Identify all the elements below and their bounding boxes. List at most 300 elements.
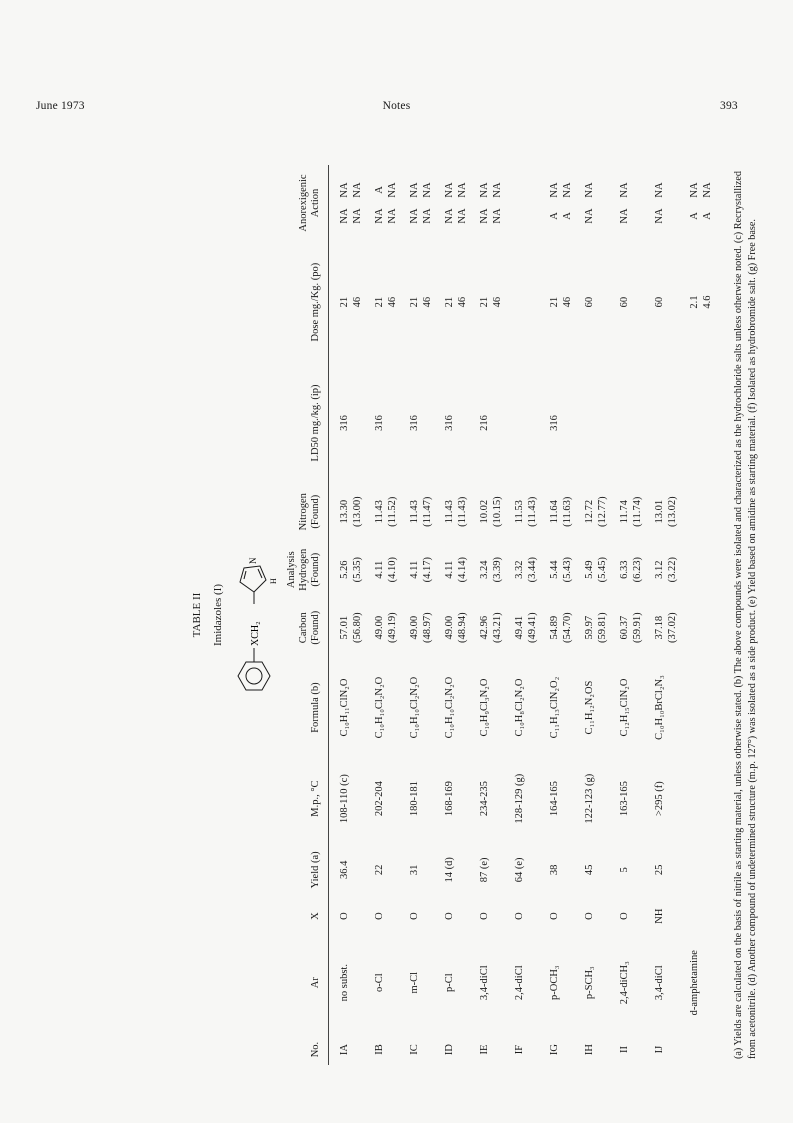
anorexigenic-value: NA: [549, 182, 560, 198]
cell-x: O: [549, 912, 560, 920]
page-number: 393: [720, 100, 738, 112]
anorexigenic-value: NA: [584, 182, 595, 198]
cell-x: O: [339, 912, 350, 920]
cell-nitrogen-line: 13.30: [339, 499, 350, 524]
cell-nitrogen: [399, 483, 434, 541]
cell-no: IG: [549, 1044, 560, 1056]
cell-ld50: [679, 363, 714, 483]
cell-nitrogen-line: (11.43): [527, 496, 538, 527]
cell-carbon: [329, 599, 365, 657]
anorexigenic-value: NA: [444, 182, 455, 198]
cell-carbon: [679, 599, 714, 657]
cell-anorexigenic: [329, 165, 365, 241]
cell-hydrogen: [504, 541, 539, 599]
cell-no: ID: [444, 1044, 455, 1056]
cell-anorexigenic: [644, 165, 679, 241]
cell-anorexigenic: [434, 165, 469, 241]
cell-no: [679, 1034, 714, 1065]
cell-ar: p-Cl: [444, 973, 455, 993]
cell-dose: [434, 241, 469, 363]
cell-carbon-line: (54.70): [562, 612, 573, 644]
cell-nitrogen: [679, 483, 714, 541]
anorexigenic-value: NA: [422, 208, 433, 224]
cell-nitrogen-line: 11.74: [619, 500, 630, 524]
col-mp: M.p., °C: [298, 758, 329, 838]
cell-anorexigenic: [679, 165, 714, 241]
cell-dose: [329, 241, 365, 363]
anorexigenic-line: [408, 168, 421, 238]
cell-nitrogen-line: (12.77): [597, 496, 608, 528]
cell-ar: no subst.: [339, 964, 350, 1002]
cell-hydrogen-line: (4.10): [387, 557, 398, 583]
anorexigenic-value: NA: [457, 208, 468, 224]
cell-no: IH: [584, 1044, 595, 1056]
cell-carbon-line: (43.21): [492, 612, 503, 644]
anorexigenic-line: [666, 168, 679, 238]
cell-dose-line: 2.1: [689, 295, 700, 309]
cell-hydrogen: [679, 541, 714, 599]
cell-yield: 36.4: [339, 860, 350, 880]
anorexigenic-line: [526, 168, 539, 238]
cell-yield: [679, 839, 714, 901]
table-row: [539, 165, 574, 1065]
cell-nitrogen-line: 12.72: [584, 499, 595, 524]
cell-carbon-line: 60.37: [619, 615, 630, 640]
cell-x: O: [409, 912, 420, 920]
cell-carbon: [434, 599, 469, 657]
anorexigenic-value: NA: [479, 182, 490, 198]
cell-hydrogen-line: (6.23): [632, 557, 643, 583]
anorexigenic-line: [491, 168, 504, 238]
cell-yield: 64 (e): [514, 857, 525, 883]
anorexigenic-value: NA: [689, 182, 700, 198]
cell-nitrogen: [644, 483, 679, 541]
cell-formula: C₁₀H₉Cl₃N₂O: [479, 678, 490, 737]
cell-no: IF: [514, 1044, 525, 1055]
cell-hydrogen: [469, 541, 504, 599]
cell-hydrogen-line: (3.44): [527, 557, 538, 583]
cell-hydrogen-line: 4.11: [409, 560, 420, 579]
anorexigenic-value: NA: [409, 208, 420, 224]
cell-nitrogen: [469, 483, 504, 541]
cell-ar: p-SCH₃: [584, 966, 595, 1000]
cell-nitrogen-line: 11.64: [549, 500, 560, 524]
cell-dose-line: 60: [654, 296, 665, 308]
anorexigenic-value: A: [549, 212, 560, 220]
cell-no: IB: [374, 1044, 385, 1055]
cell-mp: 128-129 (g): [514, 773, 525, 824]
table-caption: [190, 165, 226, 1065]
anorexigenic-value: NA: [479, 208, 490, 224]
cell-anorexigenic: [574, 165, 609, 241]
cell-anorexigenic: [504, 165, 539, 241]
cell-dose: [609, 241, 644, 363]
cell-ld50: [504, 363, 539, 483]
structure-n-label: N: [248, 557, 258, 564]
cell-mp: 163-165: [619, 781, 630, 817]
cell-hydrogen-line: 5.44: [549, 560, 560, 579]
anorexigenic-value: NA: [654, 182, 665, 198]
cell-dose-line: 60: [619, 296, 630, 308]
cell-x: O: [479, 912, 490, 920]
col-dose: Dose mg./Kg. (po): [298, 241, 329, 363]
cell-ld50: [609, 363, 644, 483]
cell-ld50: 316: [339, 415, 350, 431]
anorexigenic-line: [701, 168, 714, 238]
cell-yield: 14 (d): [444, 857, 455, 883]
cell-carbon-line: (37.02): [667, 612, 678, 644]
cell-ld50: 316: [374, 415, 385, 431]
anorexigenic-value: NA: [339, 182, 350, 198]
cell-hydrogen-line: 5.26: [339, 560, 350, 579]
cell-anorexigenic: [539, 165, 574, 241]
cell-x: O: [619, 912, 630, 920]
cell-hydrogen-line: (4.14): [457, 557, 468, 583]
anorexigenic-line: [351, 168, 364, 238]
table-subtitle: Imidazoles (I): [212, 584, 224, 646]
col-formula: Formula (b): [298, 657, 329, 759]
anorexigenic-line: [386, 168, 399, 238]
table-title: TABLE II: [191, 592, 203, 638]
anorexigenic-value: NA: [619, 182, 630, 198]
anorexigenic-line: [443, 168, 456, 238]
cell-carbon-line: (49.19): [387, 612, 398, 644]
cell-anorexigenic: [364, 165, 399, 241]
cell-yield: 38: [549, 864, 560, 876]
structure-h-label: H: [269, 578, 278, 584]
cell-nitrogen-line: (13.02): [667, 496, 678, 528]
anorexigenic-line: [688, 168, 701, 238]
cell-carbon: [609, 599, 644, 657]
cell-yield: 25: [654, 864, 665, 876]
anorexigenic-value: NA: [422, 182, 433, 198]
cell-carbon-line: 54.89: [549, 615, 560, 640]
cell-anorexigenic: [399, 165, 434, 241]
cell-nitrogen-line: (10.15): [492, 496, 503, 528]
cell-nitrogen-line: (13.00): [352, 496, 363, 528]
cell-formula: [679, 657, 714, 759]
cell-no: IJ: [654, 1045, 665, 1054]
cell-formula: C₁₀H₁₀Cl₂N₂O: [374, 676, 385, 739]
cell-hydrogen-line: (3.39): [492, 557, 503, 583]
col-hydrogen: Hydrogen (Found): [298, 541, 329, 599]
anorexigenic-value: NA: [444, 208, 455, 224]
col-yield: Yield (a): [298, 839, 329, 901]
cell-nitrogen-line: 11.43: [409, 500, 420, 524]
cell-mp: 180-181: [409, 781, 420, 817]
anorexigenic-value: NA: [492, 208, 503, 224]
table-footnotes: (a) Yields are calculated on the basis of nitrile as starting material, unless otherwise stated. (b) The above compounds were isolated and characterized as the hydrochloride salts unless otherwise noted. (c) Recrystallized from acetonitrile. (d) Another compound of undetermined structure (m.p. 127°) was isolated as a side product. (e) Yield based on amidine as starting material. (f) Isolated as hydrobromide salt. (g) Free base.: [733, 171, 758, 1059]
cell-dose-line: 46: [492, 296, 503, 308]
cell-nitrogen-line: (11.47): [422, 496, 433, 527]
cell-mp: [679, 758, 714, 838]
cell-nitrogen-line: (11.52): [387, 496, 398, 527]
cell-hydrogen-line: (3.22): [667, 557, 678, 583]
cell-ar: 3,4-diCl: [479, 965, 490, 1001]
cell-nitrogen: [504, 483, 539, 541]
cell-anorexigenic: [609, 165, 644, 241]
anorexigenic-value: NA: [562, 182, 573, 198]
cell-dose: [364, 241, 399, 363]
cell-carbon-line: 59.97: [584, 615, 595, 640]
col-nitrogen: Nitrogen (Found): [298, 483, 329, 541]
cell-carbon-line: 49.00: [444, 615, 455, 640]
cell-anorexigenic: [469, 165, 504, 241]
cell-carbon-line: (59.91): [632, 612, 643, 644]
cell-carbon-line: (56.80): [352, 612, 363, 644]
cell-hydrogen: [644, 541, 679, 599]
cell-dose: [679, 241, 714, 363]
cell-dose-line: 46: [352, 296, 363, 308]
cell-dose-line: 4.6: [702, 295, 713, 309]
cell-hydrogen-line: (5.45): [597, 557, 608, 583]
cell-no: IC: [409, 1044, 420, 1055]
anorexigenic-value: NA: [352, 208, 363, 224]
cell-dose-line: 21: [409, 296, 420, 308]
cell-dose: [399, 241, 434, 363]
cell-carbon: [364, 599, 399, 657]
cell-hydrogen: [539, 541, 574, 599]
cell-ar: m-Cl: [409, 971, 420, 994]
cell-dose-line: 60: [584, 296, 595, 308]
anorexigenic-value: NA: [387, 182, 398, 198]
cell-mp: 108-110 (c): [339, 774, 350, 824]
anorexigenic-line: [548, 168, 561, 238]
cell-hydrogen-line: 6.33: [619, 560, 630, 579]
cell-dose-line: 46: [422, 296, 433, 308]
cell-carbon: [644, 599, 679, 657]
cell-x: O: [514, 912, 525, 920]
table-row: [329, 165, 365, 1065]
cell-ar: o-Cl: [374, 973, 385, 993]
anorexigenic-line: [421, 168, 434, 238]
cell-hydrogen-line: 4.11: [374, 560, 385, 579]
cell-x: NH: [654, 908, 665, 924]
cell-nitrogen-line: 13.01: [654, 499, 665, 524]
cell-carbon-line: 37.18: [654, 615, 665, 640]
cell-hydrogen-line: 3.24: [479, 560, 490, 579]
table-row: [434, 165, 469, 1065]
col-carbon: Carbon (Found): [298, 599, 329, 657]
cell-nitrogen-line: 11.43: [374, 500, 385, 524]
cell-nitrogen-line: 11.43: [444, 500, 455, 524]
cell-formula: C₁₁H₁₃ClN₂O₂: [549, 676, 560, 739]
anorexigenic-line: [513, 168, 526, 238]
anorexigenic-value: NA: [654, 208, 665, 224]
cell-hydrogen-line: (4.17): [422, 557, 433, 583]
cell-formula: C₁₁H₁₂N₂OS: [584, 680, 595, 735]
cell-nitrogen-line: (11.43): [457, 496, 468, 527]
cell-hydrogen-line: 4.11: [444, 560, 455, 579]
anorexigenic-line: [596, 168, 609, 238]
cell-formula: C₁₀H₁₀BrCl₂N₃: [654, 675, 665, 740]
anorexigenic-line: [583, 168, 596, 238]
cell-dose: [644, 241, 679, 363]
cell-ld50: [644, 363, 679, 483]
anorexigenic-line: [373, 168, 386, 238]
cell-yield: 22: [374, 864, 385, 876]
anorexigenic-line: [631, 168, 644, 238]
cell-x: O: [374, 912, 385, 920]
cell-hydrogen: [434, 541, 469, 599]
imidazole-structure-diagram: [230, 530, 280, 700]
cell-carbon: [504, 599, 539, 657]
cell-carbon: [539, 599, 574, 657]
anorexigenic-value: NA: [702, 182, 713, 198]
anorexigenic-value: NA: [387, 208, 398, 224]
cell-dose-line: 46: [387, 296, 398, 308]
cell-carbon: [574, 599, 609, 657]
table-row: [609, 165, 644, 1065]
anorexigenic-value: NA: [457, 182, 468, 198]
anorexigenic-value: NA: [409, 182, 420, 198]
cell-nitrogen-line: (11.63): [562, 496, 573, 527]
cell-mp: 202-204: [374, 781, 385, 817]
cell-hydrogen: [574, 541, 609, 599]
running-head-date: June 1973: [36, 100, 85, 112]
anorexigenic-value: A: [689, 212, 700, 220]
anorexigenic-value: NA: [352, 182, 363, 198]
anorexigenic-line: [338, 168, 351, 238]
cell-hydrogen: [329, 541, 365, 599]
cell-mp: 234-235: [479, 781, 490, 817]
cell-x: O: [584, 912, 595, 920]
cell-formula: C₁₀H₁₁ClN₂O: [339, 678, 350, 737]
cell-dose-line: 46: [457, 296, 468, 308]
cell-mp: 164-165: [549, 781, 560, 817]
table-row: [469, 165, 504, 1065]
cell-nitrogen-line: 11.53: [514, 500, 525, 524]
anorexigenic-value: NA: [619, 208, 630, 224]
cell-nitrogen: [574, 483, 609, 541]
anorexigenic-line: [653, 168, 666, 238]
cell-nitrogen: [329, 483, 365, 541]
cell-carbon: [469, 599, 504, 657]
table-row: [399, 165, 434, 1065]
anorexigenic-value: NA: [339, 208, 350, 224]
cell-yield: 87 (e): [479, 857, 490, 883]
imidazoles-table: [286, 165, 714, 1065]
cell-ld50: 216: [479, 415, 490, 431]
cell-dose: [469, 241, 504, 363]
cell-nitrogen: [434, 483, 469, 541]
cell-carbon-line: 57.01: [339, 615, 350, 640]
anorexigenic-value: NA: [374, 208, 385, 224]
cell-mp: 168-169: [444, 781, 455, 817]
anorexigenic-line: [456, 168, 469, 238]
col-ld50: LD50 mg./kg. (ip): [298, 363, 329, 483]
anorexigenic-value: NA: [492, 182, 503, 198]
cell-ar: d-amphetamine: [689, 950, 700, 1016]
cell-carbon-line: 49.00: [409, 615, 420, 640]
cell-dose: [504, 241, 539, 363]
cell-ar: p-OCH₃: [549, 965, 560, 1000]
table-row: [574, 165, 609, 1065]
cell-carbon-line: 42.96: [479, 615, 490, 640]
cell-mp: 122-123 (g): [584, 773, 595, 824]
cell-ld50: [574, 363, 609, 483]
cell-hydrogen: [364, 541, 399, 599]
cell-hydrogen-line: (5.43): [562, 557, 573, 583]
cell-yield: 45: [584, 864, 595, 876]
cell-nitrogen-line: (11.74): [632, 496, 643, 527]
anorexigenic-value: A: [562, 212, 573, 220]
cell-nitrogen-line: 10.02: [479, 499, 490, 524]
cell-carbon-line: 49.41: [514, 615, 525, 640]
cell-yield: 5: [619, 867, 630, 873]
anorexigenic-value: A: [374, 186, 385, 194]
cell-x: O: [444, 912, 455, 920]
running-head-section: Notes: [382, 100, 411, 112]
cell-dose-line: 21: [374, 296, 385, 308]
cell-mp: >295 (f): [654, 781, 665, 817]
cell-dose: [574, 241, 609, 363]
anorexigenic-line: [561, 168, 574, 238]
cell-carbon-line: (48.94): [457, 612, 468, 644]
cell-hydrogen-line: 3.32: [514, 560, 525, 579]
cell-hydrogen-line: (5.35): [352, 557, 363, 583]
cell-dose-line: 21: [339, 296, 350, 308]
cell-no: IE: [479, 1044, 490, 1055]
cell-dose-line: 21: [549, 296, 560, 308]
cell-ld50: 316: [444, 415, 455, 431]
cell-nitrogen: [609, 483, 644, 541]
cell-nitrogen: [539, 483, 574, 541]
cell-ld50: 316: [549, 415, 560, 431]
anorexigenic-line: [618, 168, 631, 238]
anorexigenic-value: NA: [584, 208, 595, 224]
col-anorexigenic: Anorexigenic Action: [298, 165, 329, 241]
cell-no: II: [619, 1046, 630, 1054]
cell-yield: 31: [409, 864, 420, 876]
cell-carbon-line: (59.81): [597, 612, 608, 644]
cell-dose-line: 21: [479, 296, 490, 308]
cell-hydrogen: [609, 541, 644, 599]
col-ar: Ar: [298, 931, 329, 1034]
cell-ld50: 316: [409, 415, 420, 431]
cell-carbon-line: (48.97): [422, 612, 433, 644]
col-x: X: [298, 901, 329, 932]
col-no: No.: [298, 1034, 329, 1065]
cell-carbon: [399, 599, 434, 657]
cell-carbon-line: 49.00: [374, 615, 385, 640]
cell-x: [679, 901, 714, 932]
cell-formula: C₁₀H₁₀Cl₂N₂O: [444, 676, 455, 739]
table-row: [504, 165, 539, 1065]
table-row: [679, 165, 714, 1065]
rotated-table-block: [190, 165, 758, 1065]
cell-hydrogen-line: 3.12: [654, 560, 665, 579]
anorexigenic-value: A: [702, 212, 713, 220]
structure-group-label: XCH₂: [250, 621, 261, 646]
cell-ar: 3,4-diCl: [654, 965, 665, 1001]
cell-dose: [539, 241, 574, 363]
table-row: [364, 165, 399, 1065]
cell-carbon-line: (49.41): [527, 612, 538, 644]
cell-dose-line: 21: [444, 296, 455, 308]
cell-ar: 2,4-diCl: [514, 965, 525, 1001]
cell-nitrogen: [364, 483, 399, 541]
cell-formula: C₁₀H₈Cl₂N₂O: [514, 678, 525, 737]
cell-formula: C₁₂H₁₅ClN₂O: [619, 678, 630, 737]
cell-hydrogen: [399, 541, 434, 599]
cell-dose-line: 46: [562, 296, 573, 308]
analysis-header: Analysis: [286, 551, 297, 589]
cell-hydrogen-line: 5.49: [584, 560, 595, 579]
cell-formula: C₁₀H₁₀Cl₂N₂O: [409, 676, 420, 739]
table-row: [644, 165, 679, 1065]
anorexigenic-line: [478, 168, 491, 238]
